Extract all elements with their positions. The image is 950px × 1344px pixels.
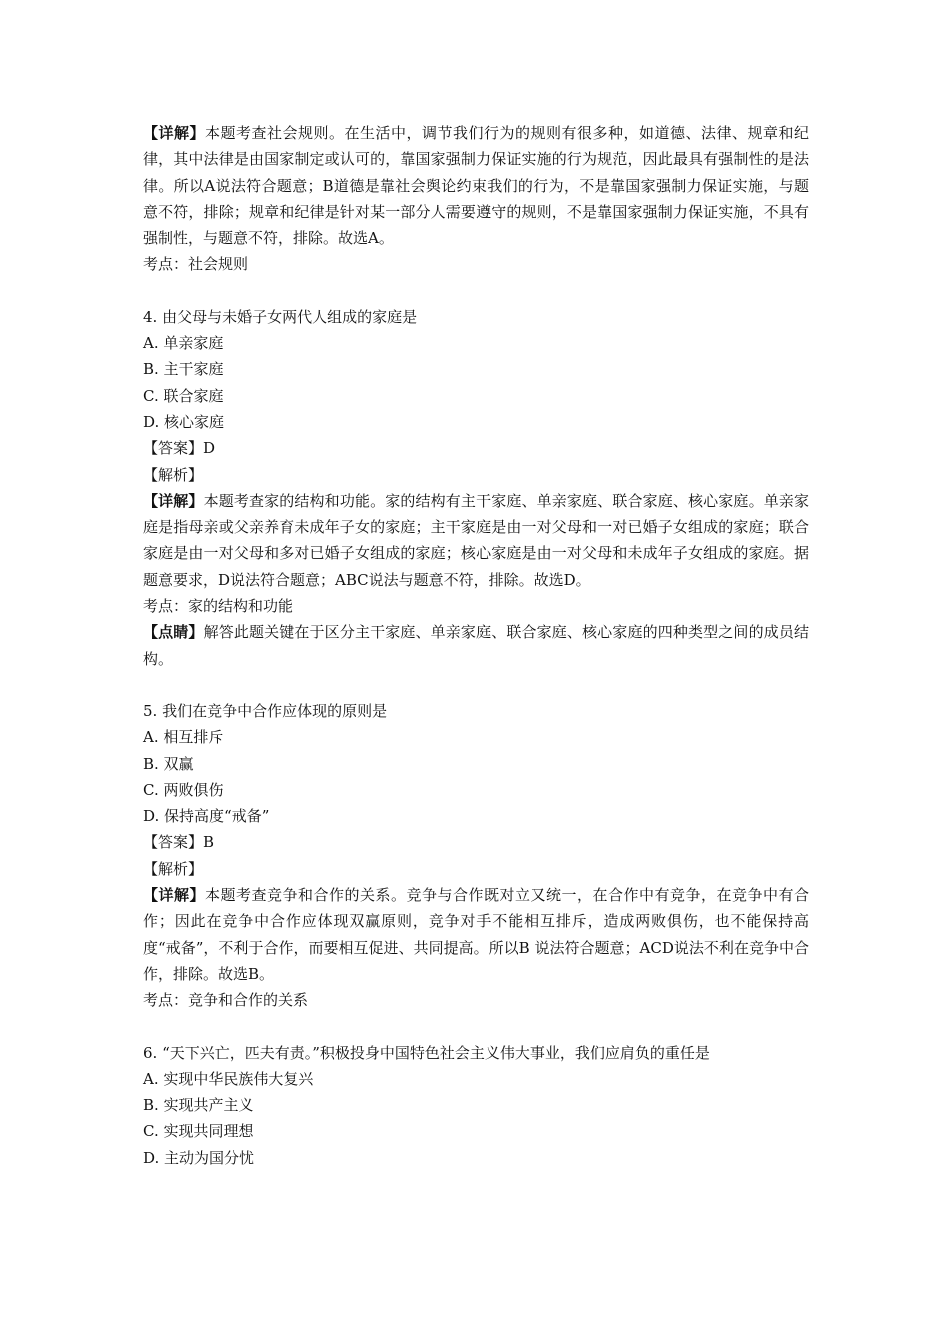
q6-option-c: C. 实现共同理想 bbox=[143, 1122, 254, 1141]
spacer bbox=[143, 278, 809, 304]
q6-question: 6. “天下兴亡，匹夫有责。”积极投身中国特色社会主义伟大事业，我们应肩负的重任是 bbox=[143, 1043, 710, 1062]
q4-option-b: B. 主干家庭 bbox=[143, 360, 224, 379]
q4-kaodian: 考点：家的结构和功能 bbox=[143, 597, 294, 616]
q5-detail bbox=[143, 882, 809, 987]
q3-kaodian: 考点：社会规则 bbox=[143, 255, 249, 274]
q5-answer: 【答案】B bbox=[143, 833, 215, 852]
q3-detail-text: 本题考查社会规则。在生活中，调节我们行为的规则有很多种，如道德、法律、规章和纪律，其中法律是由国家制定或认可的，靠国家强制力保证实施的行为规范，因此最具有强制性的是法律。所以A说法符合题意；B道德是靠社会舆论约束我们的行为，不是靠国家强制力保证实施，与题意不符，排除；规章和纪律是针对某一部分人需要遵守的规则，不是靠国家强制力保证实施，不具有强制性，与题意不符，排除。故选A。 bbox=[143, 124, 809, 248]
q5-detail-tag: 【详解】 bbox=[143, 886, 205, 905]
q5-analysis: 【解析】 bbox=[143, 859, 204, 878]
q4-detail-text: 本题考查家的结构和功能。家的结构有主干家庭、单亲家庭、联合家庭、核心家庭。单亲家庭是指母亲或父亲养育未成年子女的家庭；主干家庭是由一对父母和一对已婚子女组成的家庭；联合家庭是由一对父母和多对已婚子女组成的家庭；核心家庭是由一对父母和未成年子女组成的家庭。据题意要求，D说法符合题意；ABC说法与题意不符，排除。故选D。 bbox=[143, 491, 809, 589]
q4-detail bbox=[143, 488, 809, 593]
q5-option-c: C. 两败俱伤 bbox=[143, 780, 224, 799]
document-page bbox=[143, 120, 809, 1171]
spacer bbox=[143, 672, 809, 698]
q4-dianjing-text: 解答此题关键在于区分主干家庭、单亲家庭、联合家庭、核心家庭的四种类型之间的成员结构。 bbox=[143, 623, 809, 668]
q5-question: 5. 我们在竞争中合作应体现的原则是 bbox=[143, 701, 388, 720]
q3-detail bbox=[143, 120, 809, 251]
spacer bbox=[143, 1014, 809, 1040]
q3-detail-tag: 【详解】 bbox=[143, 124, 205, 142]
q4-analysis: 【解析】 bbox=[143, 465, 204, 484]
q5-detail-text: 本题考查竞争和合作的关系。竞争与合作既对立又统一，在合作中有竞争，在竞争中有合作；因此在竞争中合作应体现双赢原则，竞争对手不能相互排斥，造成两败俱伤，也不能保持高度“戒备”，不利于合作，而要相互促进、共同提高。所以B 说法符合题意；ACD说法不利在竞争中合作，排除。故选B。 bbox=[143, 886, 809, 983]
q6-option-d: D. 主动为国分忧 bbox=[143, 1148, 255, 1167]
q5-option-b: B. 双赢 bbox=[143, 754, 194, 773]
q4-dianjing bbox=[143, 619, 809, 672]
q4-answer: 【答案】D bbox=[143, 439, 216, 458]
q4-option-a: A. 单亲家庭 bbox=[143, 334, 224, 353]
q6-option-a: A. 实现中华民族伟大复兴 bbox=[143, 1069, 314, 1088]
q6-option-b: B. 实现共产主义 bbox=[143, 1096, 254, 1115]
q4-question: 4. 由父母与未婚子女两代人组成的家庭是 bbox=[143, 307, 418, 326]
q4-option-d: D. 核心家庭 bbox=[143, 412, 225, 431]
q5-option-a: A. 相互排斥 bbox=[143, 728, 224, 747]
q4-dianjing-tag: 【点睛】 bbox=[143, 623, 204, 642]
q4-option-c: C. 联合家庭 bbox=[143, 386, 224, 405]
q5-option-d: D. 保持高度“戒备” bbox=[143, 807, 270, 826]
q5-kaodian: 考点：竞争和合作的关系 bbox=[143, 991, 309, 1010]
q4-detail-tag: 【详解】 bbox=[143, 491, 204, 510]
